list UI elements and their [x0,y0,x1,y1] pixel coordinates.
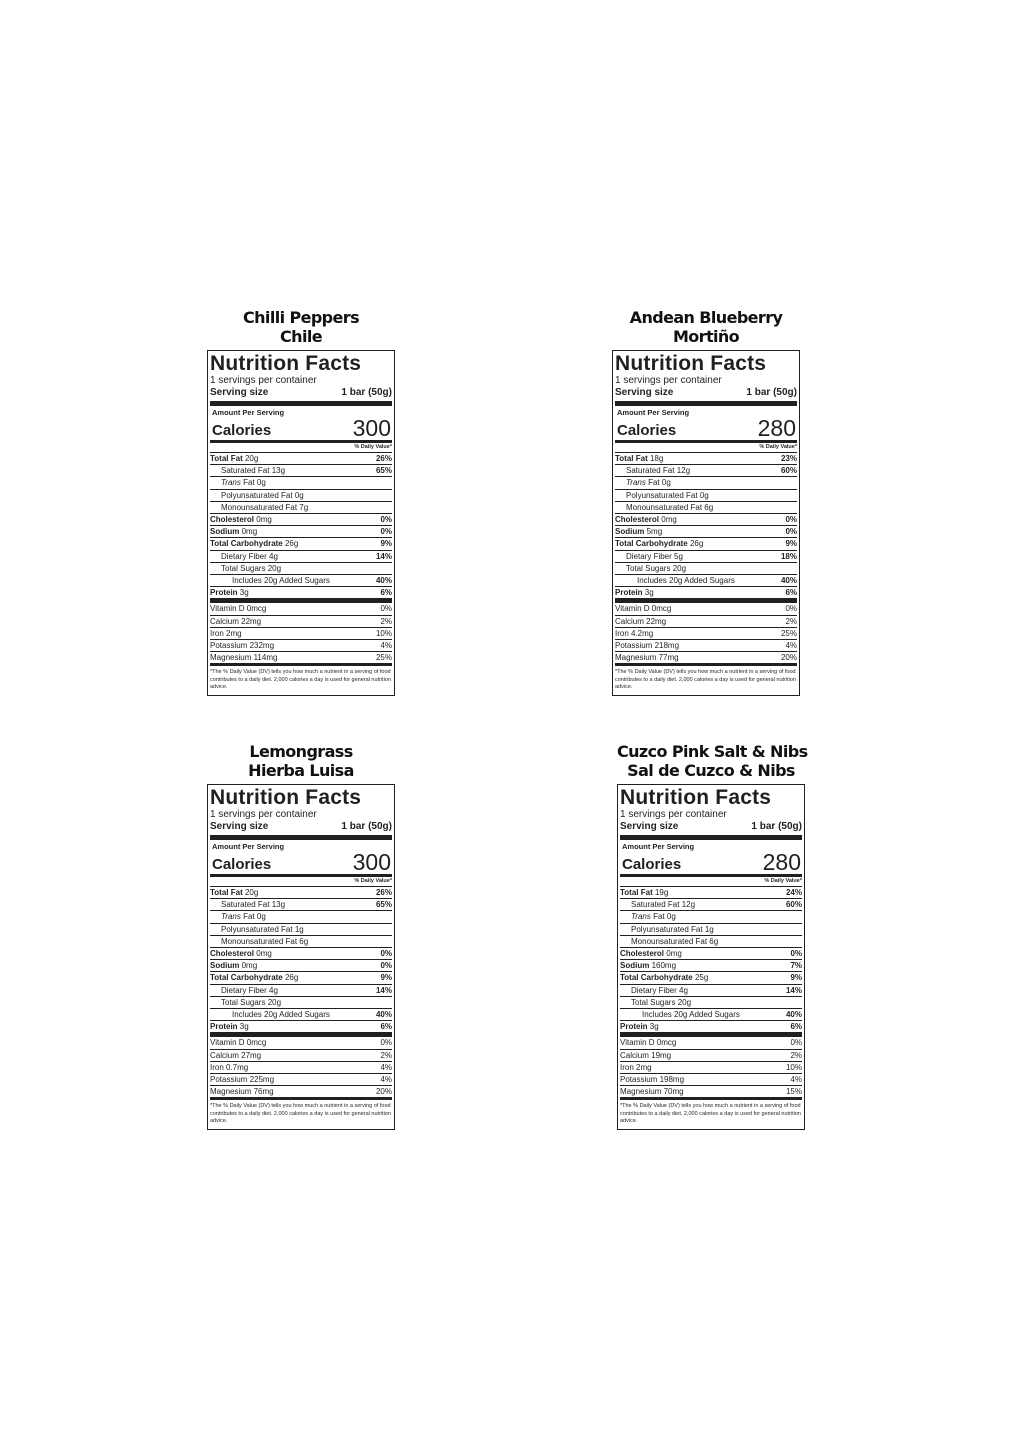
nutrient-row-trans-fat [620,911,802,923]
nutrient-dv: 2% [790,1050,802,1060]
nutrient-row-total-fat [210,453,392,465]
calories-row [615,417,797,443]
nutrient-label: Vitamin D 0mcg [615,604,672,614]
nutrient-row-magnesium [620,1086,802,1100]
product-panel-cuzco-pink-salt [617,742,808,1130]
nutrient-dv: 0% [790,1038,802,1048]
nutrient-row-calcium [615,616,797,628]
calories-value: 300 [352,849,391,875]
nutrient-row-cholesterol [210,948,392,960]
nutrient-row-trans-fat [210,911,392,923]
nutrient-label: Monounsaturated Fat 6g [221,936,309,946]
nutrient-label: Sodium [210,961,240,971]
nutrient-amount: 20g [244,888,259,897]
nutrient-row-iron [210,1062,392,1074]
calories-value: 280 [757,415,796,441]
nutrient-amount: 26g [284,973,299,983]
nutrient-amount: 0mg [256,515,272,525]
nutrient-label: Vitamin D 0mcg [210,1038,267,1048]
nutrient-dv: 40% [375,1010,392,1020]
nutrient-label: Saturated Fat 13g [221,900,286,910]
nutrient-amount: 25g [694,973,709,983]
nutrient-row-trans-fat [210,477,392,489]
serving-size-row [620,821,802,840]
nutrient-label: Includes 20g Added Sugars [232,576,330,586]
nutrient-label: Protein [210,1022,238,1032]
nutrient-label: Dietary Fiber 4g [221,551,278,561]
nutrient-label: Potassium 225mg [210,1075,275,1085]
nutrient-dv: 2% [785,616,797,626]
nutrient-dv: 0% [790,949,802,959]
nutrient-dv: 0% [785,515,797,525]
nutrient-row-magnesium [210,1086,392,1100]
nutrient-row-total-carbohydrate [615,538,797,550]
product-name-spanish: Mortiño [672,327,740,346]
nutrient-dv: 0% [785,604,797,614]
nutrient-row-calcium [620,1050,802,1062]
nutrient-label: Saturated Fat 12g [626,466,691,476]
daily-value-footnote: *The % Daily Value (DV) tells you how much a nutrient in a serving of food contributes to a daily diet. 2,000 calories a day is used for general nutrition advice. [210,669,391,691]
nutrient-dv: 9% [380,539,392,549]
nutrient-dv: 25% [375,653,392,663]
nutrient-row-saturated-fat [615,465,797,477]
nutrient-row-saturated-fat [620,899,802,911]
nutrient-dv: 65% [375,900,392,910]
nutrient-amount: 0mg [666,949,682,959]
nutrition-facts-heading: Nutrition Facts [210,352,362,375]
nutrient-row-sodium [210,526,392,538]
daily-value-header: % Daily Value* [615,443,797,453]
nutrient-label: Iron 0.7mg [210,1062,249,1072]
nutrient-row-saturated-fat [210,899,392,911]
product-title [207,742,395,784]
amount-per-serving: Amount Per Serving [622,842,695,851]
nutrition-facts-label [207,350,395,696]
servings-per-container: 1 servings per container [620,809,727,820]
nutrient-row-cholesterol [210,514,392,526]
nutrient-label: Dietary Fiber 5g [626,551,683,561]
nutrient-label: Total Sugars 20g [221,997,282,1007]
nutrient-label: Monounsaturated Fat 6g [626,502,714,512]
nutrient-label: Total Sugars 20g [631,997,692,1007]
nutrient-dv: 23% [780,454,797,463]
nutrient-row-monounsaturated-fat [615,502,797,514]
nutrient-label: Saturated Fat 13g [221,466,286,476]
nutrition-facts-heading: Nutrition Facts [210,786,362,809]
nutrient-row-sodium [210,960,392,972]
serving-size-value: 1 bar (50g) [751,821,802,832]
calories-label: Calories [622,856,682,873]
nutrient-row-saturated-fat [210,465,392,477]
nutrient-label: Magnesium 76mg [210,1087,274,1097]
nutrient-label: Potassium 232mg [210,641,275,651]
nutrient-amount: 0mg [661,515,677,525]
nutrient-label: Saturated Fat 12g [631,900,696,910]
nutrient-dv: 10% [375,628,392,638]
nutrient-row-potassium [210,640,392,652]
nutrient-row-protein [620,1021,802,1037]
nutrient-label: Polyunsaturated Fat 1g [631,924,714,934]
nutrient-row-protein [210,587,392,603]
nutrient-label: Magnesium 114mg [210,653,278,663]
nutrient-row-magnesium [615,652,797,666]
nutrient-label: Calcium 22mg [615,616,667,626]
nutrient-row-sodium [615,526,797,538]
nutrient-dv: 4% [785,641,797,651]
nutrient-label: Dietary Fiber 4g [221,985,278,995]
nutrient-dv: 0% [380,949,392,959]
nutrient-label: Total Fat [620,888,653,897]
calories-value: 280 [762,849,801,875]
nutrient-dv: 10% [785,1062,802,1072]
nutrient-label: Total Carbohydrate [620,973,693,983]
nutrition-facts-label [617,784,805,1130]
nutrient-row-total-carbohydrate [210,538,392,550]
trans-prefix: Trans [631,912,651,922]
nutrient-row-calcium [210,1050,392,1062]
servings-per-container: 1 servings per container [210,809,317,820]
nutrient-label: Iron 4.2mg [615,628,654,638]
nutrient-row-protein [615,587,797,603]
nutrient-dv: 9% [380,973,392,983]
nutrient-label: Dietary Fiber 4g [631,985,688,995]
nutrient-dv: 6% [380,588,392,598]
nutrient-row-total-fat [210,887,392,899]
nutrient-row-total-fat [620,887,802,899]
nutrient-row-total-fat [615,453,797,465]
serving-size-label: Serving size [615,387,674,398]
nutrient-row-total-sugars [210,563,392,575]
nutrient-dv: 25% [780,628,797,638]
nutrient-dv: 0% [380,961,392,971]
calories-label: Calories [212,422,272,439]
nutrient-dv: 65% [375,466,392,476]
nutrient-dv: 60% [785,900,802,910]
product-name: Chilli Peppers [243,308,359,327]
nutrient-row-cholesterol [620,948,802,960]
product-title [207,308,395,350]
nutrient-row-potassium [210,1074,392,1086]
product-name-spanish: Sal de Cuzco & Nibs [627,761,795,780]
nutrient-dv: 9% [785,539,797,549]
servings-per-container: 1 servings per container [210,375,317,386]
nutrient-amount: 20g [244,454,259,463]
nutrient-label: Fat 0g [243,478,266,488]
nutrient-label: Magnesium 77mg [615,653,679,663]
nutrient-amount: 5mg [646,527,663,537]
nutrient-dv: 0% [380,515,392,525]
nutrient-label: Includes 20g Added Sugars [642,1010,740,1020]
nutrient-row-polyunsaturated-fat [615,490,797,502]
nutrient-row-iron [210,628,392,640]
nutrient-dv: 7% [790,961,802,971]
serving-size-row [210,821,392,840]
nutrient-label: Total Fat [615,454,648,463]
nutrient-amount: 160mg [651,961,677,971]
nutrient-row-total-sugars [620,997,802,1009]
nutrient-row-dietary-fiber [210,985,392,997]
product-title [612,308,800,350]
nutrient-row-vitamin-d [615,603,797,615]
nutrient-dv: 4% [790,1075,802,1085]
nutrient-row-calcium [210,616,392,628]
nutrient-label: Protein [615,588,643,598]
serving-size-row [210,387,392,406]
nutrient-dv: 20% [780,653,797,663]
calories-row [210,417,392,443]
product-panel-chilli-peppers [207,308,395,696]
nutrient-dv: 2% [380,616,392,626]
nutrient-row-protein [210,1021,392,1037]
nutrient-dv: 14% [375,985,392,995]
nutrient-label: Total Carbohydrate [210,539,283,549]
nutrient-dv: 0% [785,527,797,537]
nutrition-facts-label [612,350,800,696]
nutrient-row-iron [620,1062,802,1074]
nutrient-dv: 40% [375,576,392,586]
nutrient-row-potassium [615,640,797,652]
nutrition-facts-heading: Nutrition Facts [620,786,772,809]
nutrient-amount: 0mg [241,961,258,971]
nutrient-label: Polyunsaturated Fat 1g [221,924,304,934]
nutrient-label: Protein [210,588,238,598]
serving-size-value: 1 bar (50g) [341,821,392,832]
nutrient-amount: 0mg [256,949,272,959]
nutrient-label: Vitamin D 0mcg [210,604,267,614]
nutrient-label: Calcium 27mg [210,1050,262,1060]
nutrient-row-monounsaturated-fat [210,502,392,514]
nutrient-dv: 0% [380,1038,392,1048]
nutrient-label: Iron 2mg [210,628,242,638]
nutrient-label: Iron 2mg [620,1062,652,1072]
nutrient-row-total-carbohydrate [620,972,802,984]
calories-value: 300 [352,415,391,441]
serving-size-value: 1 bar (50g) [341,387,392,398]
nutrient-row-monounsaturated-fat [620,936,802,948]
nutrient-row-trans-fat [615,477,797,489]
nutrient-row-total-sugars [210,997,392,1009]
nutrient-label: Monounsaturated Fat 7g [221,502,309,512]
nutrient-label: Total Fat [210,454,243,463]
calories-row [210,851,392,877]
calories-label: Calories [212,856,272,873]
nutrition-facts-heading: Nutrition Facts [615,352,767,375]
nutrient-dv: 9% [790,973,802,983]
nutrient-dv: 26% [375,454,392,463]
nutrient-label: Total Fat [210,888,243,897]
nutrient-amount: 3g [239,588,249,598]
nutrient-row-vitamin-d [210,603,392,615]
product-name: Lemongrass [249,742,353,761]
nutrient-label: Includes 20g Added Sugars [637,576,735,586]
nutrient-row-potassium [620,1074,802,1086]
daily-value-footnote: *The % Daily Value (DV) tells you how much a nutrient in a serving of food contributes to a daily diet. 2,000 calories a day is used for general nutrition advice. [615,669,796,691]
nutrient-row-dietary-fiber [615,551,797,563]
nutrient-label: Total Carbohydrate [615,539,688,549]
nutrient-dv: 15% [785,1087,802,1097]
nutrient-row-cholesterol [615,514,797,526]
servings-per-container: 1 servings per container [615,375,722,386]
trans-prefix: Trans [221,478,241,488]
nutrient-row-monounsaturated-fat [210,936,392,948]
nutrient-label: Calcium 19mg [620,1050,672,1060]
nutrient-label: Cholesterol [210,949,255,959]
nutrition-facts-label [207,784,395,1130]
serving-size-label: Serving size [210,821,269,832]
nutrient-label: Sodium [210,527,240,537]
nutrient-dv: 2% [380,1050,392,1060]
nutrient-label: Total Sugars 20g [221,563,282,573]
nutrient-label: Vitamin D 0mcg [620,1038,677,1048]
nutrient-label: Cholesterol [620,949,665,959]
nutrient-dv: 4% [380,641,392,651]
nutrient-label: Cholesterol [615,515,660,525]
daily-value-header: % Daily Value* [210,877,392,887]
nutrient-label: Fat 0g [648,478,671,488]
serving-size-label: Serving size [620,821,679,832]
nutrient-row-total-carbohydrate [210,972,392,984]
nutrient-row-added-sugars [210,1009,392,1021]
nutrient-row-total-sugars [615,563,797,575]
nutrient-row-vitamin-d [620,1037,802,1049]
product-name-spanish: Chile [280,327,322,346]
nutrient-row-polyunsaturated-fat [210,924,392,936]
product-name-spanish: Hierba Luisa [248,761,354,780]
nutrient-label: Monounsaturated Fat 6g [631,936,719,946]
nutrient-dv: 6% [380,1022,392,1032]
nutrient-row-sodium [620,960,802,972]
nutrient-label: Potassium 198mg [620,1075,685,1085]
nutrient-amount: 3g [239,1022,249,1032]
product-title [617,742,808,784]
nutrient-amount: 3g [649,1022,659,1032]
nutrient-label: Protein [620,1022,648,1032]
nutrient-row-iron [615,628,797,640]
nutrient-dv: 14% [375,551,392,561]
calories-label: Calories [617,422,677,439]
nutrient-amount: 3g [644,588,654,598]
nutrient-label: Calcium 22mg [210,616,262,626]
daily-value-header: % Daily Value* [210,443,392,453]
nutrient-label: Fat 0g [653,912,676,922]
nutrient-dv: 14% [785,985,802,995]
product-panel-lemongrass [207,742,395,1130]
serving-size-label: Serving size [210,387,269,398]
product-name: Cuzco Pink Salt & Nibs [617,742,808,761]
nutrient-dv: 20% [375,1087,392,1097]
nutrient-dv: 4% [380,1062,392,1072]
nutrient-amount: 26g [284,539,299,549]
nutrient-dv: 6% [785,588,797,598]
daily-value-footnote: *The % Daily Value (DV) tells you how much a nutrient in a serving of food contributes to a daily diet. 2,000 calories a day is used for general nutrition advice. [620,1103,801,1125]
nutrient-amount: 18g [649,454,664,463]
nutrient-label: Sodium [620,961,650,971]
nutrient-label: Includes 20g Added Sugars [232,1010,330,1020]
nutrient-label: Potassium 218mg [615,641,680,651]
nutrient-dv: 0% [380,604,392,614]
daily-value-header: % Daily Value* [620,877,802,887]
nutrient-amount: 0mg [241,527,258,537]
nutrient-dv: 18% [780,551,797,561]
serving-size-row [615,387,797,406]
nutrient-row-polyunsaturated-fat [620,924,802,936]
product-panel-andean-blueberry [612,308,800,696]
nutrient-row-dietary-fiber [210,551,392,563]
nutrient-label: Polyunsaturated Fat 0g [626,490,709,500]
calories-row [620,851,802,877]
nutrient-label: Fat 0g [243,912,266,922]
nutrient-row-added-sugars [615,575,797,587]
amount-per-serving: Amount Per Serving [212,408,285,417]
amount-per-serving: Amount Per Serving [212,842,285,851]
nutrient-row-added-sugars [210,575,392,587]
serving-size-value: 1 bar (50g) [746,387,797,398]
nutrient-label: Sodium [615,527,645,537]
nutrient-label: Magnesium 70mg [620,1087,684,1097]
nutrient-row-polyunsaturated-fat [210,490,392,502]
nutrient-dv: 26% [375,888,392,897]
nutrient-dv: 6% [790,1022,802,1032]
daily-value-footnote: *The % Daily Value (DV) tells you how much a nutrient in a serving of food contributes to a daily diet. 2,000 calories a day is used for general nutrition advice. [210,1103,391,1125]
nutrient-dv: 0% [380,527,392,537]
nutrient-row-dietary-fiber [620,985,802,997]
nutrient-dv: 4% [380,1075,392,1085]
nutrient-dv: 40% [780,576,797,586]
nutrient-amount: 19g [654,888,669,897]
nutrient-label: Total Sugars 20g [626,563,687,573]
nutrient-row-magnesium [210,652,392,666]
amount-per-serving: Amount Per Serving [617,408,690,417]
nutrient-amount: 26g [689,539,704,549]
nutrient-dv: 40% [785,1010,802,1020]
nutrient-label: Cholesterol [210,515,255,525]
product-name: Andean Blueberry [629,308,783,327]
trans-prefix: Trans [626,478,646,488]
nutrient-label: Total Carbohydrate [210,973,283,983]
nutrient-label: Polyunsaturated Fat 0g [221,490,304,500]
nutrient-dv: 60% [780,466,797,476]
nutrient-dv: 24% [785,888,802,897]
nutrient-row-vitamin-d [210,1037,392,1049]
nutrient-row-added-sugars [620,1009,802,1021]
trans-prefix: Trans [221,912,241,922]
